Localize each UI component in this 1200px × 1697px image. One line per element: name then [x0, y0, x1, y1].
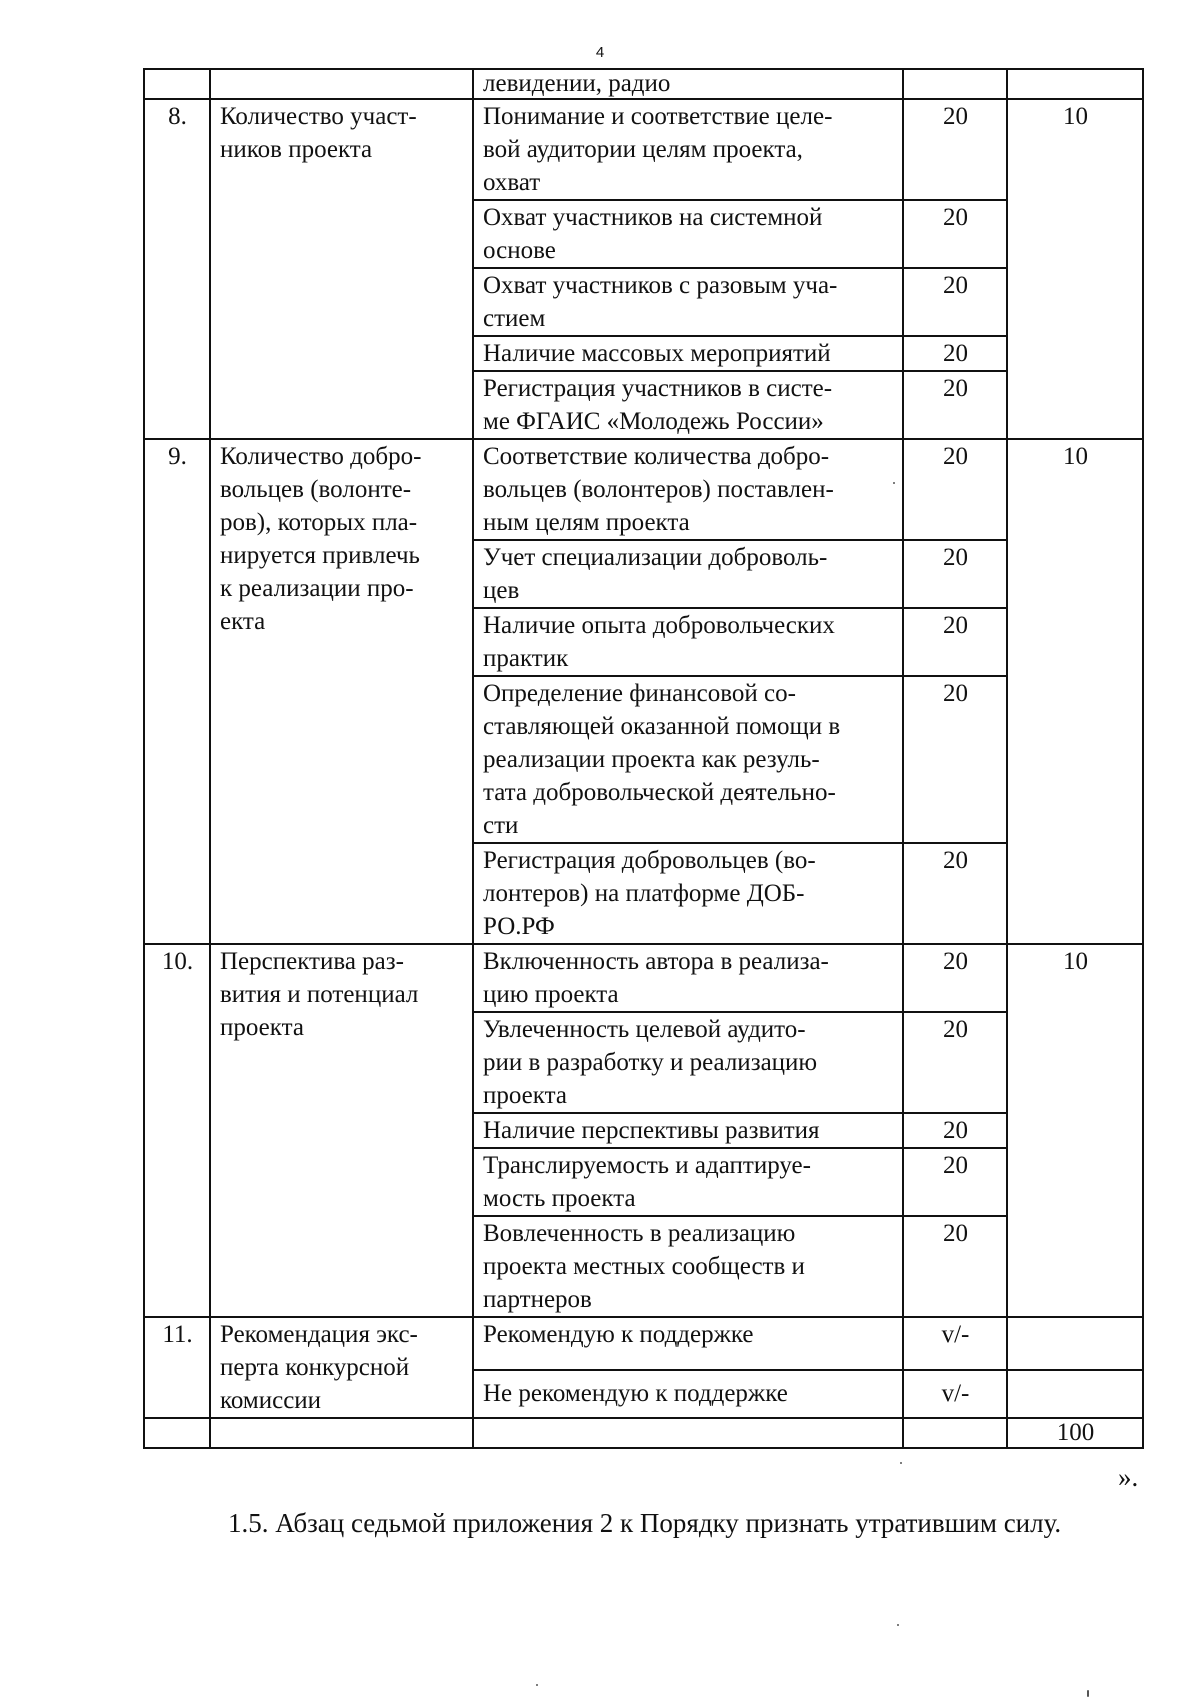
row-number: 8.	[144, 99, 210, 439]
indicator-cell: Соответствие количества добро- вольцев (волонтеров) поставлен- ным целям проекта	[473, 439, 903, 540]
indicator-cell: левидении, радио	[473, 69, 903, 99]
max-score-cell: 10	[1007, 439, 1143, 944]
amendment-paragraph: 1.5. Абзац седьмой приложения 2 к Порядку признать утратившим силу.	[228, 1508, 1062, 1538]
criterion-cell: Количество добро- вольцев (волонте- ров), которых пла- нируется привлечь к реализации про- екта	[210, 439, 473, 944]
indicator-cell: Понимание и соответствие целе- вой аудитории целям проекта, охват	[473, 99, 903, 200]
scan-speck	[1087, 1690, 1089, 1697]
total-score-cell: 100	[1007, 1418, 1143, 1448]
criterion-cell: Перспектива раз- вития и потенциал проекта	[210, 944, 473, 1317]
criterion-cell	[210, 69, 473, 99]
row-number: 9.	[144, 439, 210, 944]
score-cell: 20	[903, 1148, 1007, 1216]
indicator-cell: Наличие перспективы развития	[473, 1113, 903, 1148]
scan-speck	[536, 1684, 538, 1686]
max-score-cell: 10	[1007, 944, 1143, 1317]
indicator-cell: Наличие опыта добровольческих практик	[473, 608, 903, 676]
indicator-cell: Наличие массовых мероприятий	[473, 336, 903, 371]
indicator-cell: Рекомендую к поддержке	[473, 1317, 903, 1370]
score-cell	[903, 69, 1007, 99]
indicator-cell: Учет специализации доброволь- цев	[473, 540, 903, 608]
row-number: 11.	[144, 1317, 210, 1418]
closing-quote: ».	[1118, 1462, 1139, 1492]
scan-speck	[900, 1462, 902, 1464]
indicator-cell: Транслируемость и адаптируе- мость проекта	[473, 1148, 903, 1216]
score-cell: 20	[903, 371, 1007, 439]
score-cell	[903, 1418, 1007, 1448]
row-number	[144, 69, 210, 99]
indicator-cell: Охват участников с разовым уча- стием	[473, 268, 903, 336]
score-cell: v/-	[903, 1317, 1007, 1370]
score-cell: v/-	[903, 1370, 1007, 1418]
score-cell: 20	[903, 843, 1007, 944]
criteria-table	[143, 68, 1144, 1449]
row-number: 10.	[144, 944, 210, 1317]
score-cell: 20	[903, 439, 1007, 540]
table-row	[144, 69, 1143, 99]
score-cell: 20	[903, 336, 1007, 371]
max-score-cell: 10	[1007, 99, 1143, 439]
max-score-cell	[1007, 1317, 1143, 1370]
table-row	[144, 99, 1143, 200]
scan-speck	[893, 482, 895, 484]
total-row	[144, 1418, 1143, 1448]
score-cell: 20	[903, 1012, 1007, 1113]
indicator-cell: Регистрация добровольцев (во- лонтеров) на платформе ДОБ- РО.РФ	[473, 843, 903, 944]
criterion-cell: Количество участ- ников проекта	[210, 99, 473, 439]
page-number: 4	[595, 44, 605, 61]
row-number	[144, 1418, 210, 1448]
score-cell: 20	[903, 608, 1007, 676]
score-cell: 20	[903, 540, 1007, 608]
indicator-cell: Вовлеченность в реализацию проекта местных сообществ и партнеров	[473, 1216, 903, 1317]
indicator-cell: Не рекомендую к поддержке	[473, 1370, 903, 1418]
scan-speck	[897, 1624, 899, 1626]
score-cell: 20	[903, 676, 1007, 843]
indicator-cell: Регистрация участников в систе- ме ФГАИС «Молодежь России»	[473, 371, 903, 439]
indicator-cell: Определение финансовой со- ставляющей оказанной помощи в реализации проекта как резуль- тата добровольческой деятельно- сти	[473, 676, 903, 843]
table-row	[144, 944, 1143, 1012]
score-cell: 20	[903, 944, 1007, 1012]
indicator-cell: Включенность автора в реализа- цию проекта	[473, 944, 903, 1012]
max-score-cell	[1007, 69, 1143, 99]
table-row	[144, 1317, 1143, 1370]
max-score-cell	[1007, 1370, 1143, 1418]
indicator-cell	[473, 1418, 903, 1448]
criterion-cell	[210, 1418, 473, 1448]
table-row	[144, 439, 1143, 540]
criterion-cell: Рекомендация экс- перта конкурсной комиссии	[210, 1317, 473, 1418]
indicator-cell: Увлеченность целевой аудито- рии в разработку и реализацию проекта	[473, 1012, 903, 1113]
score-cell: 20	[903, 1216, 1007, 1317]
score-cell: 20	[903, 99, 1007, 200]
score-cell: 20	[903, 268, 1007, 336]
score-cell: 20	[903, 200, 1007, 268]
score-cell: 20	[903, 1113, 1007, 1148]
indicator-cell: Охват участников на системной основе	[473, 200, 903, 268]
